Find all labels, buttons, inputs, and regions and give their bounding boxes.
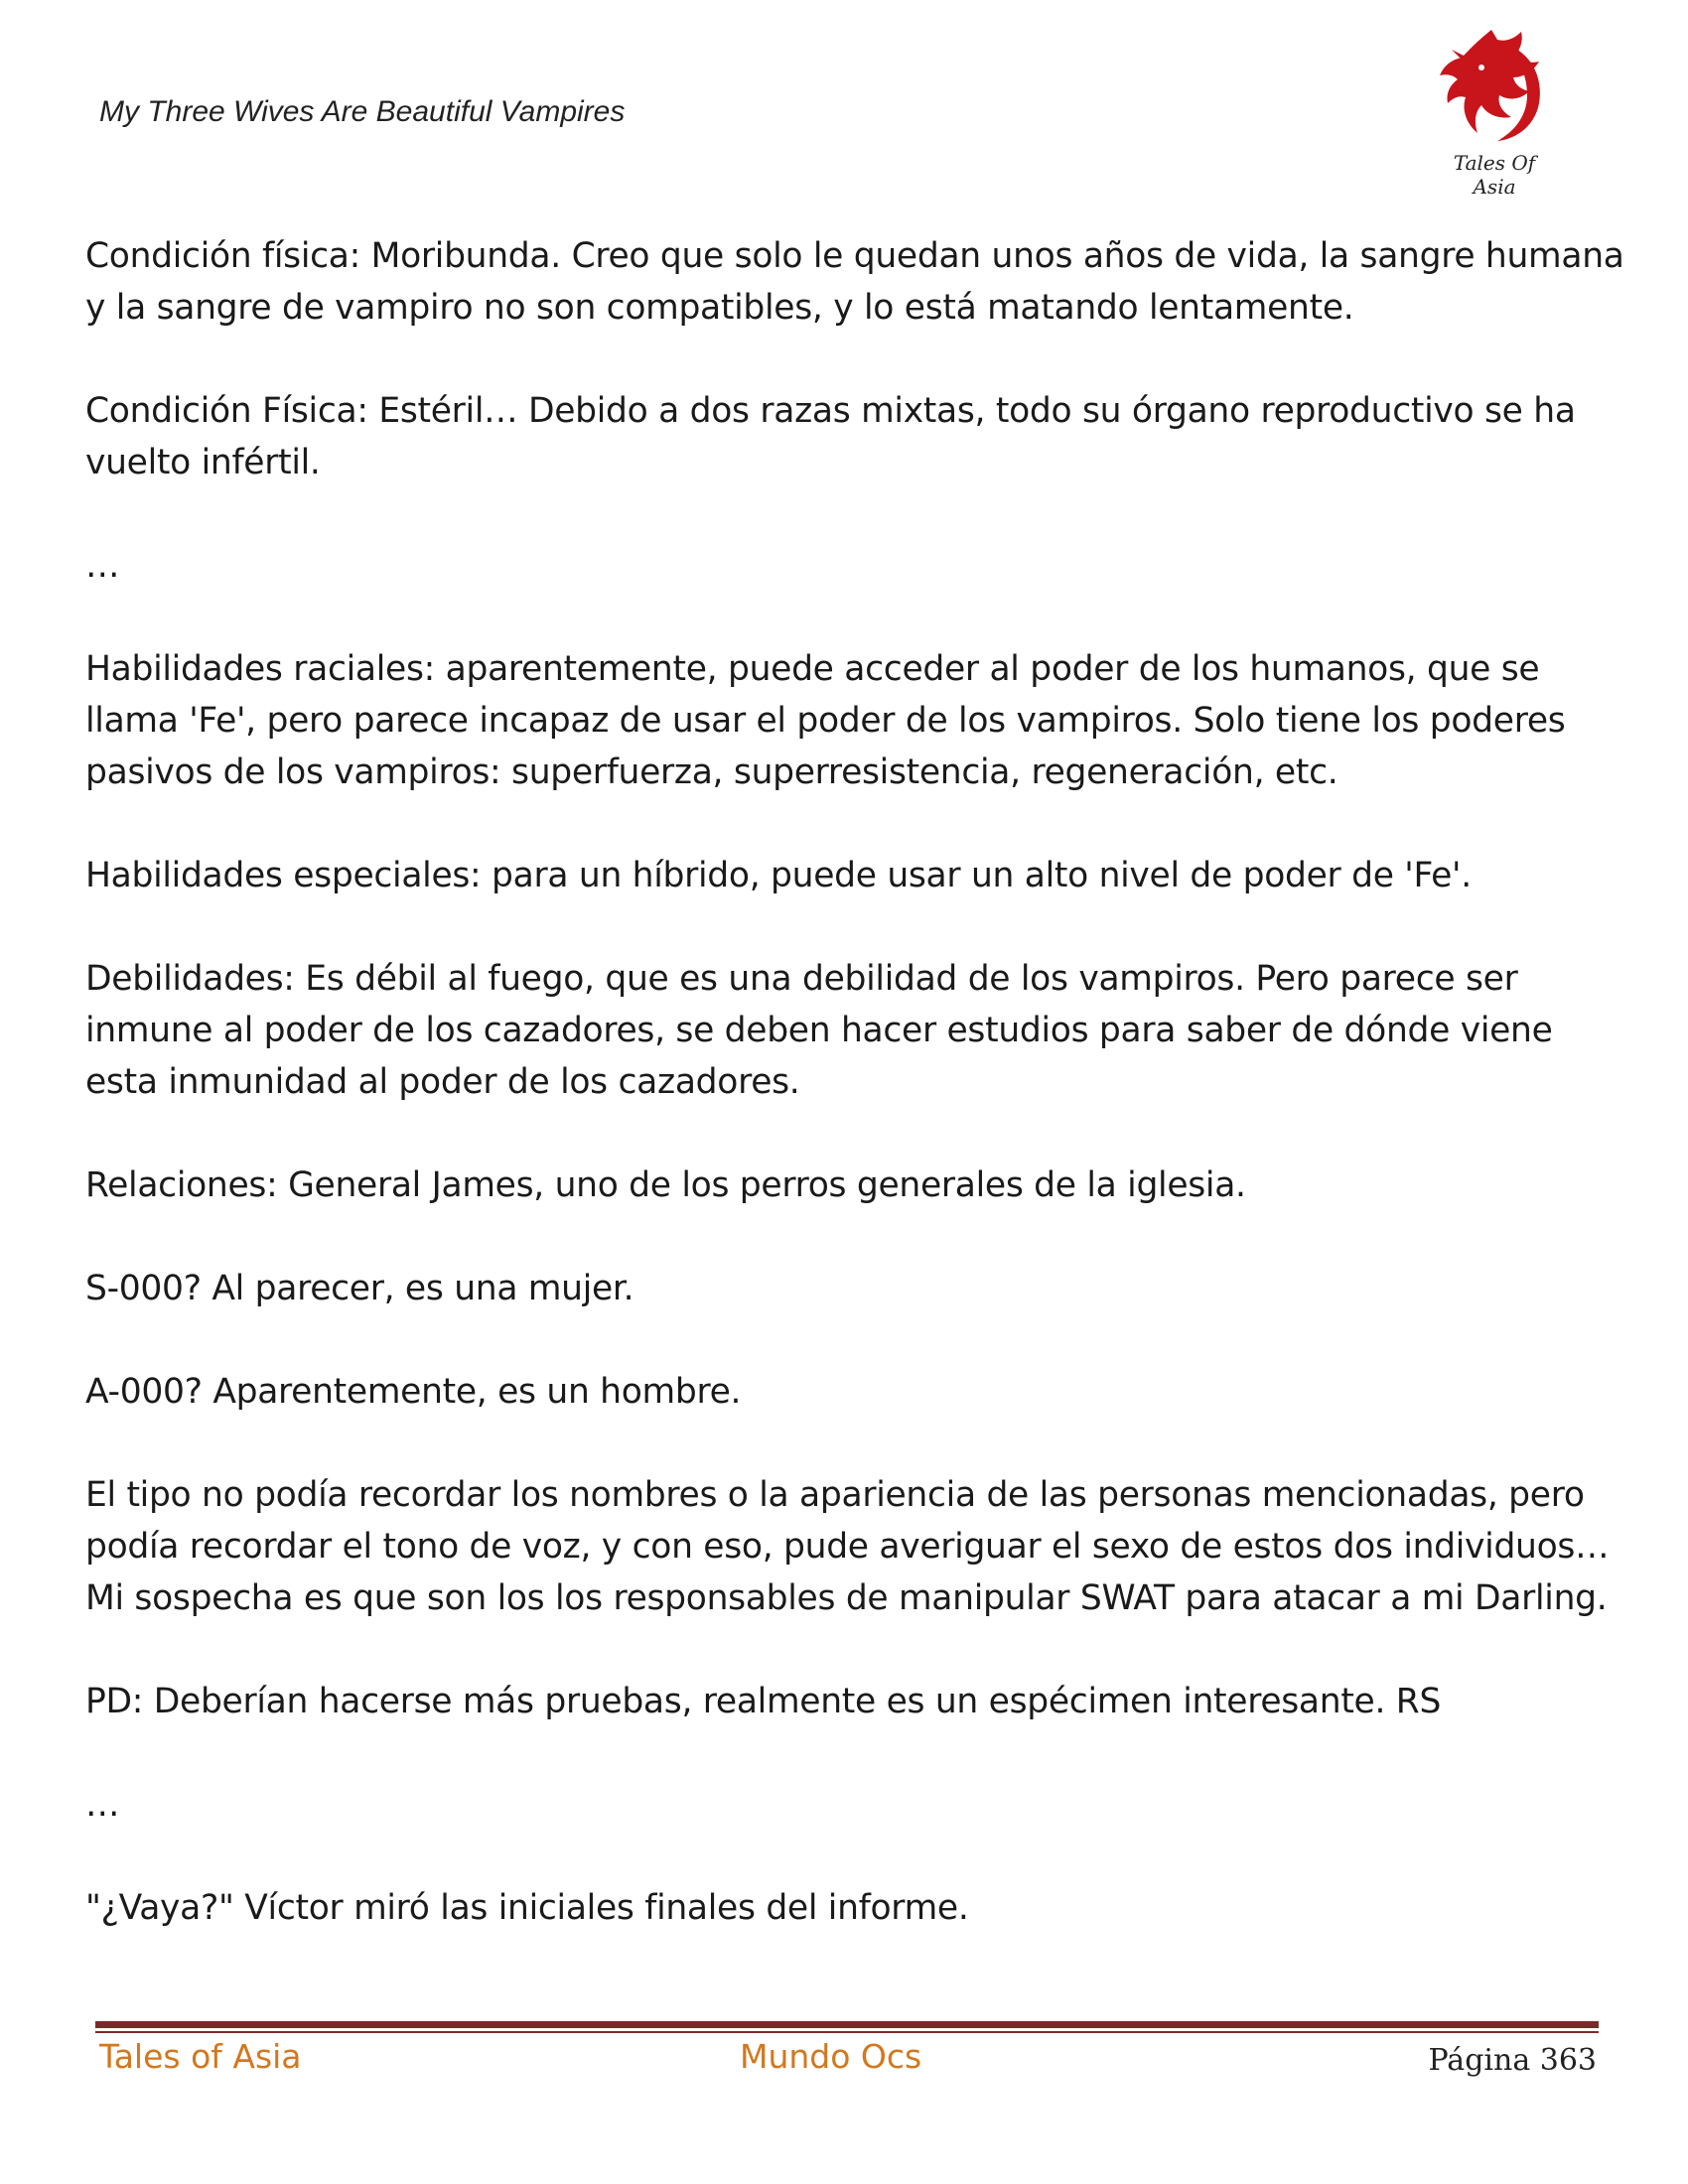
paragraph: Habilidades raciales: aparentemente, puede acceder al poder de los humanos, que se llama 'Fe', pero parece incapaz de usar el poder de los vampiros. Solo tiene los poderes pasivos de los vampiros: superfuerza, superresistencia, regeneración, etc. xyxy=(85,649,1566,792)
footer-rule xyxy=(95,2021,1599,2028)
paragraph: A-000? Aparentemente, es un hombre. xyxy=(85,1372,742,1412)
footer-rule-thin xyxy=(95,2031,1599,2033)
footer-section: Mundo Ocs xyxy=(740,2037,922,2076)
paragraph: S-000? Al parecer, es una mujer. xyxy=(85,1269,634,1308)
paragraph: "¿Vaya?" Víctor miró las iniciales finales del informe. xyxy=(85,1888,969,1928)
paragraph: Condición Física: Estéril… Debido a dos razas mixtas, todo su órgano reproductivo se ha vuelto infértil. xyxy=(85,391,1576,482)
page-number: Página 363 xyxy=(1428,2043,1597,2078)
paragraph: El tipo no podía recordar los nombres o la apariencia de las personas mencionadas, pero podía recordar el tono de voz, y con eso, pude averiguar el sexo de estos dos individuos… Mi sospecha es que son los los responsables de manipular SWAT para atacar a mi Darling. xyxy=(85,1475,1610,1618)
paragraph: Debilidades: Es débil al fuego, que es una debilidad de los vampiros. Pero parece ser inmune al poder de los cazadores, se deben hacer estudios para saber de dónde viene esta inmunidad al poder de los cazadores. xyxy=(85,959,1553,1102)
paragraph: Condición física: Moribunda. Creo que solo le quedan unos años de vida, la sangre humana y la sangre de vampiro no son compatibles, y lo está matando lentamente. xyxy=(85,236,1624,328)
book-title: My Three Wives Are Beautiful Vampires xyxy=(99,95,626,128)
logo-caption: Tales Of Asia xyxy=(1453,151,1536,199)
document-body xyxy=(85,230,1634,1985)
paragraph: PD: Deberían hacerse más pruebas, realmente es un espécimen interesante. RS xyxy=(85,1682,1442,1721)
paragraph: Habilidades especiales: para un híbrido, puede usar un alto nivel de poder de 'Fe'. xyxy=(85,856,1472,895)
paragraph: … xyxy=(85,1785,120,1825)
footer-publisher: Tales of Asia xyxy=(99,2037,302,2076)
paragraph: Relaciones: General James, uno de los perros generales de la iglesia. xyxy=(85,1165,1246,1205)
paragraph: … xyxy=(85,546,120,586)
